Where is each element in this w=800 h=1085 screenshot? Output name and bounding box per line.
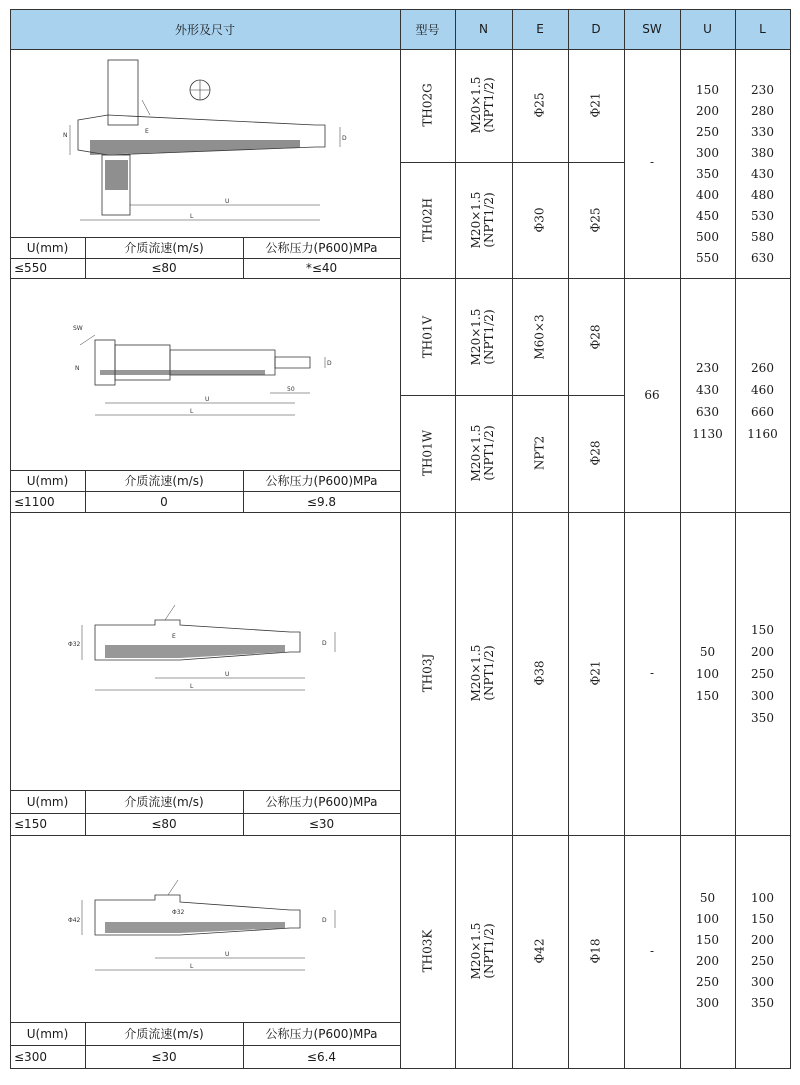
n-th02g: M20×1.5 (NPT1/2) (469, 76, 496, 134)
model-th03k: TH03K (420, 929, 435, 973)
th03j-label-l: L (190, 683, 194, 690)
th01-label-n: N (75, 365, 80, 372)
th01-drawing (65, 315, 355, 425)
spec-flow-value: ≤80 (151, 817, 177, 831)
th02-label-u: U (225, 198, 230, 205)
e-th01w: NPT2 (532, 435, 547, 471)
sw-th03k: - (649, 944, 655, 958)
spec-u-header: U(mm) (26, 1026, 69, 1041)
header-model: 型号 (415, 22, 440, 37)
sw-th01: 66 (644, 388, 660, 402)
spec-pressure-header: 公称压力(P600)MPa (265, 795, 378, 809)
th01-label-u: U (205, 396, 210, 403)
header-shape: 外形及尺寸 (174, 22, 235, 37)
spec-u-header: U(mm) (26, 240, 69, 255)
th03k-label-dia42: Φ42 (68, 917, 81, 924)
e-th02h: Φ30 (532, 207, 547, 233)
u-list-th03j: 50 100 150 (696, 645, 719, 703)
th01-label-50: 50 (287, 386, 295, 393)
l-list-th02: 230 280 330 380 430 480 530 580 630 (751, 83, 774, 265)
th03k-label-u: U (225, 951, 230, 958)
header-l: L (759, 22, 766, 36)
spec-flow-header: 介质流速(m/s) (124, 241, 204, 255)
n-th02h: M20×1.5 (NPT1/2) (469, 191, 496, 249)
e-th02g: Φ25 (532, 92, 547, 118)
spec-pressure-value: ≤9.8 (306, 494, 337, 509)
model-th01w: TH01W (420, 429, 435, 477)
sw-th02: - (649, 155, 655, 169)
th03j-label-u: U (225, 671, 230, 678)
th03k-label-d: D (322, 917, 327, 924)
d-th01w: Φ28 (588, 440, 603, 466)
th03k-drawing (60, 880, 360, 980)
th03j-drawing (60, 600, 360, 700)
header-u: U (703, 22, 712, 36)
spec-pressure-value: ≤6.4 (306, 1049, 337, 1064)
spec-u-value: ≤150 (14, 817, 47, 831)
d-th01v: Φ28 (588, 324, 603, 350)
d-th02g: Φ21 (588, 92, 603, 118)
u-list-th02: 150 200 250 300 350 400 450 500 550 (696, 83, 719, 265)
th02-label-e: E (145, 128, 149, 135)
th03j-label-dia: Φ32 (68, 641, 81, 648)
n-th03k: M20×1.5 (NPT1/2) (469, 922, 496, 980)
model-th02g: TH02G (420, 83, 435, 127)
spec-flow-value: 0 (160, 494, 168, 509)
th02-label-d: D (342, 135, 347, 142)
spec-u-value: ≤300 (14, 1049, 47, 1064)
spec-pressure-value: ≤30 (308, 817, 335, 831)
th02-label-n: N (63, 132, 68, 139)
th02-drawing (50, 55, 370, 230)
spec-u-header: U(mm) (26, 794, 69, 809)
spec-flow-header: 介质流速(m/s) (124, 474, 204, 488)
header-d: D (591, 22, 601, 36)
l-list-th03k: 100 150 200 250 300 350 (751, 891, 774, 1010)
header-n: N (479, 22, 488, 36)
u-list-th03k: 50 100 150 200 250 300 (696, 891, 719, 1010)
th03j-label-e: E (172, 633, 176, 640)
th03j-label-d: D (322, 640, 327, 647)
model-th03j: TH03J (420, 653, 435, 693)
e-th01v: M60×3 (532, 314, 547, 360)
n-th01w: M20×1.5 (NPT1/2) (469, 424, 496, 482)
d-th03k: Φ18 (588, 938, 603, 964)
e-th03j: Φ38 (532, 660, 547, 686)
th01-label-sw: SW (73, 325, 83, 332)
th01-label-d: D (327, 360, 332, 367)
th03k-label-dia32: Φ32 (172, 909, 185, 916)
spec-flow-header: 介质流速(m/s) (124, 1027, 204, 1041)
sw-th03j: - (649, 666, 655, 680)
spec-u-header: U(mm) (26, 473, 69, 488)
th02-label-l: L (190, 213, 194, 220)
u-list-th01: 230 430 630 1130 (692, 361, 723, 441)
spec-flow-value: ≤30 (151, 1049, 177, 1064)
model-th01v: TH01V (420, 315, 435, 359)
header-sw: SW (642, 22, 662, 36)
n-th03j: M20×1.5 (NPT1/2) (469, 644, 496, 702)
spec-flow-header: 介质流速(m/s) (124, 795, 204, 809)
spec-pressure-header: 公称压力(P600)MPa (265, 1027, 378, 1041)
header-e: E (536, 22, 544, 36)
th03k-label-l: L (190, 963, 194, 970)
spec-u-value: ≤550 (14, 261, 47, 275)
e-th03k: Φ42 (532, 938, 547, 964)
model-th02h: TH02H (420, 197, 435, 243)
spec-pressure-header: 公称压力(P600)MPa (265, 474, 378, 488)
n-th01v: M20×1.5 (NPT1/2) (469, 308, 496, 366)
th01-label-l: L (190, 408, 194, 415)
d-th02h: Φ25 (588, 207, 603, 233)
d-th03j: Φ21 (588, 660, 603, 686)
spec-pressure-header: 公称压力(P600)MPa (265, 241, 378, 255)
spec-u-value: ≤1100 (14, 494, 55, 509)
l-list-th03j: 150 200 250 300 350 (751, 623, 774, 725)
l-list-th01: 260 460 660 1160 (747, 361, 778, 441)
spec-flow-value: ≤80 (151, 261, 177, 275)
spec-pressure-value: *≤40 (305, 261, 338, 275)
